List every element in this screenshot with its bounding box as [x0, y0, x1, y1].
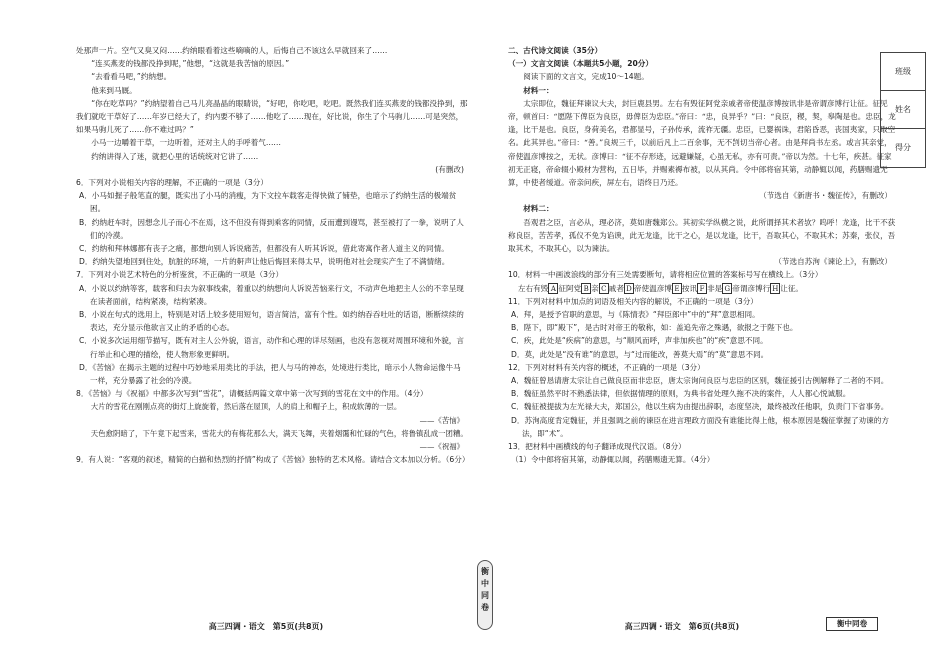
question-12-stem: 12．下列对材料有关内容的概述，不正确的一项是（3分）	[508, 362, 705, 372]
q10-box-f[interactable]: F	[697, 283, 707, 294]
source-note: (有删改)	[435, 164, 464, 174]
section-title: 二、古代诗文阅读（35分）	[508, 46, 603, 55]
question-9-stem: 9．有人说：“客观的叙述，精简的白描和热烈的抒情”构成了《苦恼》独特的艺术风格。请结合文本加以分析。（6分）	[76, 455, 470, 465]
q10-segment: 左右有毁	[518, 283, 549, 293]
quote-kuhao: 大片的雪花在刚刚点亮的街灯上旋旋着，然后落在屋顶，人的肩上和帽子上，积成软薄的一层。	[90, 402, 402, 412]
intro: 阅读下面的文言文，完成10～14题。	[523, 72, 649, 82]
story-para: “你在吃草吗？”约纳望着自己马儿亮晶晶的眼睛说，“好吧，你吃吧，吃吧。既然我们连买燕麦的钱都没挣到，那我们就吃干草好了……年岁已经大了，约内要不够了……他吃了……现在，好比说，你生了个马驹儿……可是突然，如果马驹儿死了……你不难过吗？”	[76, 98, 468, 135]
question-11-stem: 11．下列对材料中加点的词语及相关内容的解说，不正确的一项是（3分）	[508, 296, 758, 306]
q10-segment: 非是	[707, 283, 723, 293]
q11-option-c: C．疾，此处是“疾病”的意思，与“顺风而呼，声非加疾也”的“疾”意思不同。	[511, 336, 768, 346]
q10-segment: 让征。	[780, 283, 804, 293]
q13-item-1: （1）令中郎将宿其第，动静辄以闻，药膳赐遗无算。（4分）	[511, 455, 715, 465]
question-13-stem: 13．把材料中画横线的句子翻译成现代汉语。（8分）	[508, 442, 686, 452]
q10-box-h[interactable]: H	[772, 285, 779, 294]
q7-option-c: C．小说多次运用细节描写，既有对主人公外貌，语言，动作和心理的详尽刻画，也没有忽视对周围环境和外貌，言行举止和心理的描绘，使人物形象更鲜明。	[79, 336, 464, 359]
story-para: 他来到马厩。	[91, 85, 137, 95]
q11-option-a: A．拜，是授予官职的意思，与《陈情表》“拜臣郎中”中的“拜”意思相同。	[511, 310, 760, 320]
quote-kuhao-source: ——《苦恼》	[419, 415, 464, 425]
q6-option-a: A．小马如握子般笔直的腿，既实出了小马的消瘦，为下文拉车载客走得快做了铺垫，也暗示了约纳生活的极端贫困。	[79, 191, 457, 214]
story-para: “去看看马吧，”约纳想。	[91, 72, 172, 82]
q10-box-e[interactable]: E	[672, 283, 682, 294]
q6-option-c: C．约纳和拜林娜都有丧子之痛，都想向别人诉说痛苦，但都没有人听其诉说，借此寄寓作者人道主义的同情。	[79, 244, 449, 254]
q12-option-c: C．魏征被提拔为左光禄大夫，郑国公，他以生病为由提出辞职，态度坚决，最终被改任他职，负责门下省事务。	[511, 402, 889, 412]
right-page	[508, 44, 896, 467]
material2-label: 材料二：	[523, 204, 554, 214]
q11-option-d: D．莫，此处是“没有谁”的意思，与“过而能改，善莫大焉”的“莫”意思不同。	[511, 349, 769, 359]
q10-box-c[interactable]: C	[599, 283, 609, 294]
page-footer-right: 高三四调・语文 第6页(共8页)	[624, 622, 740, 631]
q10-segment: 按讯	[681, 283, 698, 293]
q10-box-a[interactable]: A	[548, 283, 558, 294]
material2-text: 吾观君之臣，言必从，理必济，莫如唐魏郑公。其初实学纵横之说，此所谓择其术者欤？呜呼！龙逢，比干不获称良臣，苦苦孝，孤仪不免为谄谀，此无龙逢，比干之心，是以龙逢，比干，吾取其心，不取其术；苏秦，张仪，吾取其术，不取其心，以为谏法。	[508, 217, 896, 254]
question-7-stem: 7．下列对小说艺术特色的分析鉴赏，不正确的一项是（3分）	[76, 270, 284, 280]
sub-title: （一）文言文阅读（本题共5小题，20分）	[508, 59, 653, 69]
seal-stamp: 衡 中 同 卷	[477, 560, 493, 630]
story-para: 处那声一片。空气又臭又闷……约纳眼看着这些嘀嘀的人，后悔自己不该这么早就回来了……	[76, 46, 388, 55]
material1-text: 太宗即位，魏征拜谏议大夫，封巨鹿县男。左右有毁征阿党亲戚者帝使温彦博按讯非是帝谓彦博行让征。征见帝，顿首曰：“愿陛下俾臣为良臣，毋俾臣为忠臣。”帝曰：“忠，良异乎？”曰：“良臣，稷，契，皋陶是也。忠臣，龙逢，比干是也。良臣，身荷美名，君都显号，子孙传承，流祚无疆。忠臣，已婴祸诛，君陷昏恶，丧国夷家，只取空名。此其异也。”帝曰：“善。”良规三千，以前后凡上二百余事，无不剀切当帝心者。由是拜尚书左丞。或言其亲党，帝使温彦博按之，无状。彦博曰：“征不存形迹，远避嫌疑，心虽无私，亦有可责。”帝以为然。十七年，疾甚。征家初无正寝，帝命辍小殿材为营构，五日毕，并赐素褥布被，以从其尚。令中郎将宿其第，动静辄以闻，药膳赐遗无算，中使者缓道。帝亲问疾，屏左右，语终日乃还。	[508, 98, 896, 188]
name-field[interactable]: 姓名	[881, 91, 925, 129]
q10-segment: 帝使温彦博	[633, 283, 672, 293]
q10-segment: 征阿党	[558, 283, 582, 293]
material1-label: 材料一：	[523, 85, 554, 95]
q10-segment: 帝谓彦博行	[732, 283, 771, 293]
page-footer-left: 高三四调・语文 第5页(共8页)	[208, 622, 324, 631]
question-10-stem: 10．材料一中画波浪线的部分有三处需要断句，请将相应位置的答案标号写在横线上。（3分）	[508, 270, 823, 280]
q6-option-d: D．约纳失望地回到住处，肮脏的环境，一片的鼾声让他后悔回来得太早，说明他对社会现实产生了不满情绪。	[79, 257, 450, 267]
q7-option-a: A．小说以约纳等客，载客和归去为叙事线索，着重以约纳想向人诉说苦恼来行文，不动声色地把主人公的不幸呈现在读者面前，结构紧凑，结构紧凑。	[79, 283, 464, 306]
q10-sentence	[508, 282, 896, 295]
material1-source: （节选自《新唐书・魏征传》，有删改）	[759, 191, 892, 201]
q11-option-b: B．陛下，即“殿下”，是古时对帝王的敬称，如：盖追先帝之殊遇，欲报之于陛下也。	[511, 323, 798, 333]
q7-option-d: D．《苦恼》在揭示主题的过程中巧妙地采用类比的手法，把人与马的神态，处境进行类比，暗示小人物命运像牛马一样，充分暴露了社会的冷漠。	[79, 362, 461, 386]
score-field[interactable]: 得分	[895, 143, 911, 152]
q10-box-b[interactable]: B	[581, 283, 591, 294]
story-para: “连买燕麦的钱都没挣到呢，”他想，“这就是我苦恼的原因。”	[91, 59, 290, 69]
q10-box-d[interactable]: D	[624, 283, 634, 294]
q12-option-a: A．魏征曾恳请唐太宗让自己做良臣而非忠臣，唐太宗询问良臣与忠臣的区别，魏征援引古例解释了二者的不同。	[511, 376, 889, 386]
question-8-stem: 8．《苦恼》与《祝福》中都多次写到“雪花”，请概括两篇文章中第一次写到的雪花在文中的作用。（4分）	[76, 389, 428, 399]
q12-option-b: B．魏征虽然平时不熟悉法律，但依据情理的原则，为典书省处理久拖不决的案件，人人都心悦诚服。	[511, 389, 851, 399]
q12-option-d: D．苏洵高度肯定魏征，并且强调之前的谏臣在进言理政方面没有谁能比得上他，根本原因是魏征掌握了劝谏的方法，即“术”。	[511, 415, 889, 438]
score-box	[880, 52, 926, 168]
story-para: 小马一边嚼着干草，一边听着，还对主人的手呼着气……	[91, 138, 282, 148]
quote-zhufu-source: ——《祝福》	[419, 442, 464, 452]
brand-badge: 衡中同卷	[826, 617, 878, 631]
material2-source: （节选自苏洵《谏论上》，有删改）	[774, 257, 892, 267]
q7-option-b: B．小说在句式的选用上，特别是对话上较多使用短句，语言简洁，富有个性。如约纳吞吞吐吐的话语，断断续续的表达，充分显示他欲言又止的矛盾的心态。	[79, 310, 464, 333]
q10-box-g[interactable]: G	[722, 283, 732, 294]
quote-zhufu: 天色愈阴暗了，下午竟下起雪来，雪花大的有梅花那么大，满天飞舞，夹着烟霭和忙碌的气色，将鲁镇乱成一团糟。	[90, 428, 468, 438]
q10-segment: 戚者	[608, 283, 624, 293]
class-field[interactable]: 班级	[881, 53, 925, 91]
question-6-stem: 6．下列对小说相关内容的理解，不正确的一项是（3分）	[76, 178, 268, 188]
q6-option-b: B．约纳赶车时，因想念儿子而心不在焉，这不但没有得到乘客的同情，反而遭到谩骂，甚至被打了一拳，说明了人们的冷漠。	[79, 217, 464, 240]
q10-segment: 亲	[591, 283, 599, 293]
story-para: 约纳讲得入了迷，就把心里的话统统对它讲了……	[91, 151, 259, 161]
left-page	[76, 44, 468, 467]
